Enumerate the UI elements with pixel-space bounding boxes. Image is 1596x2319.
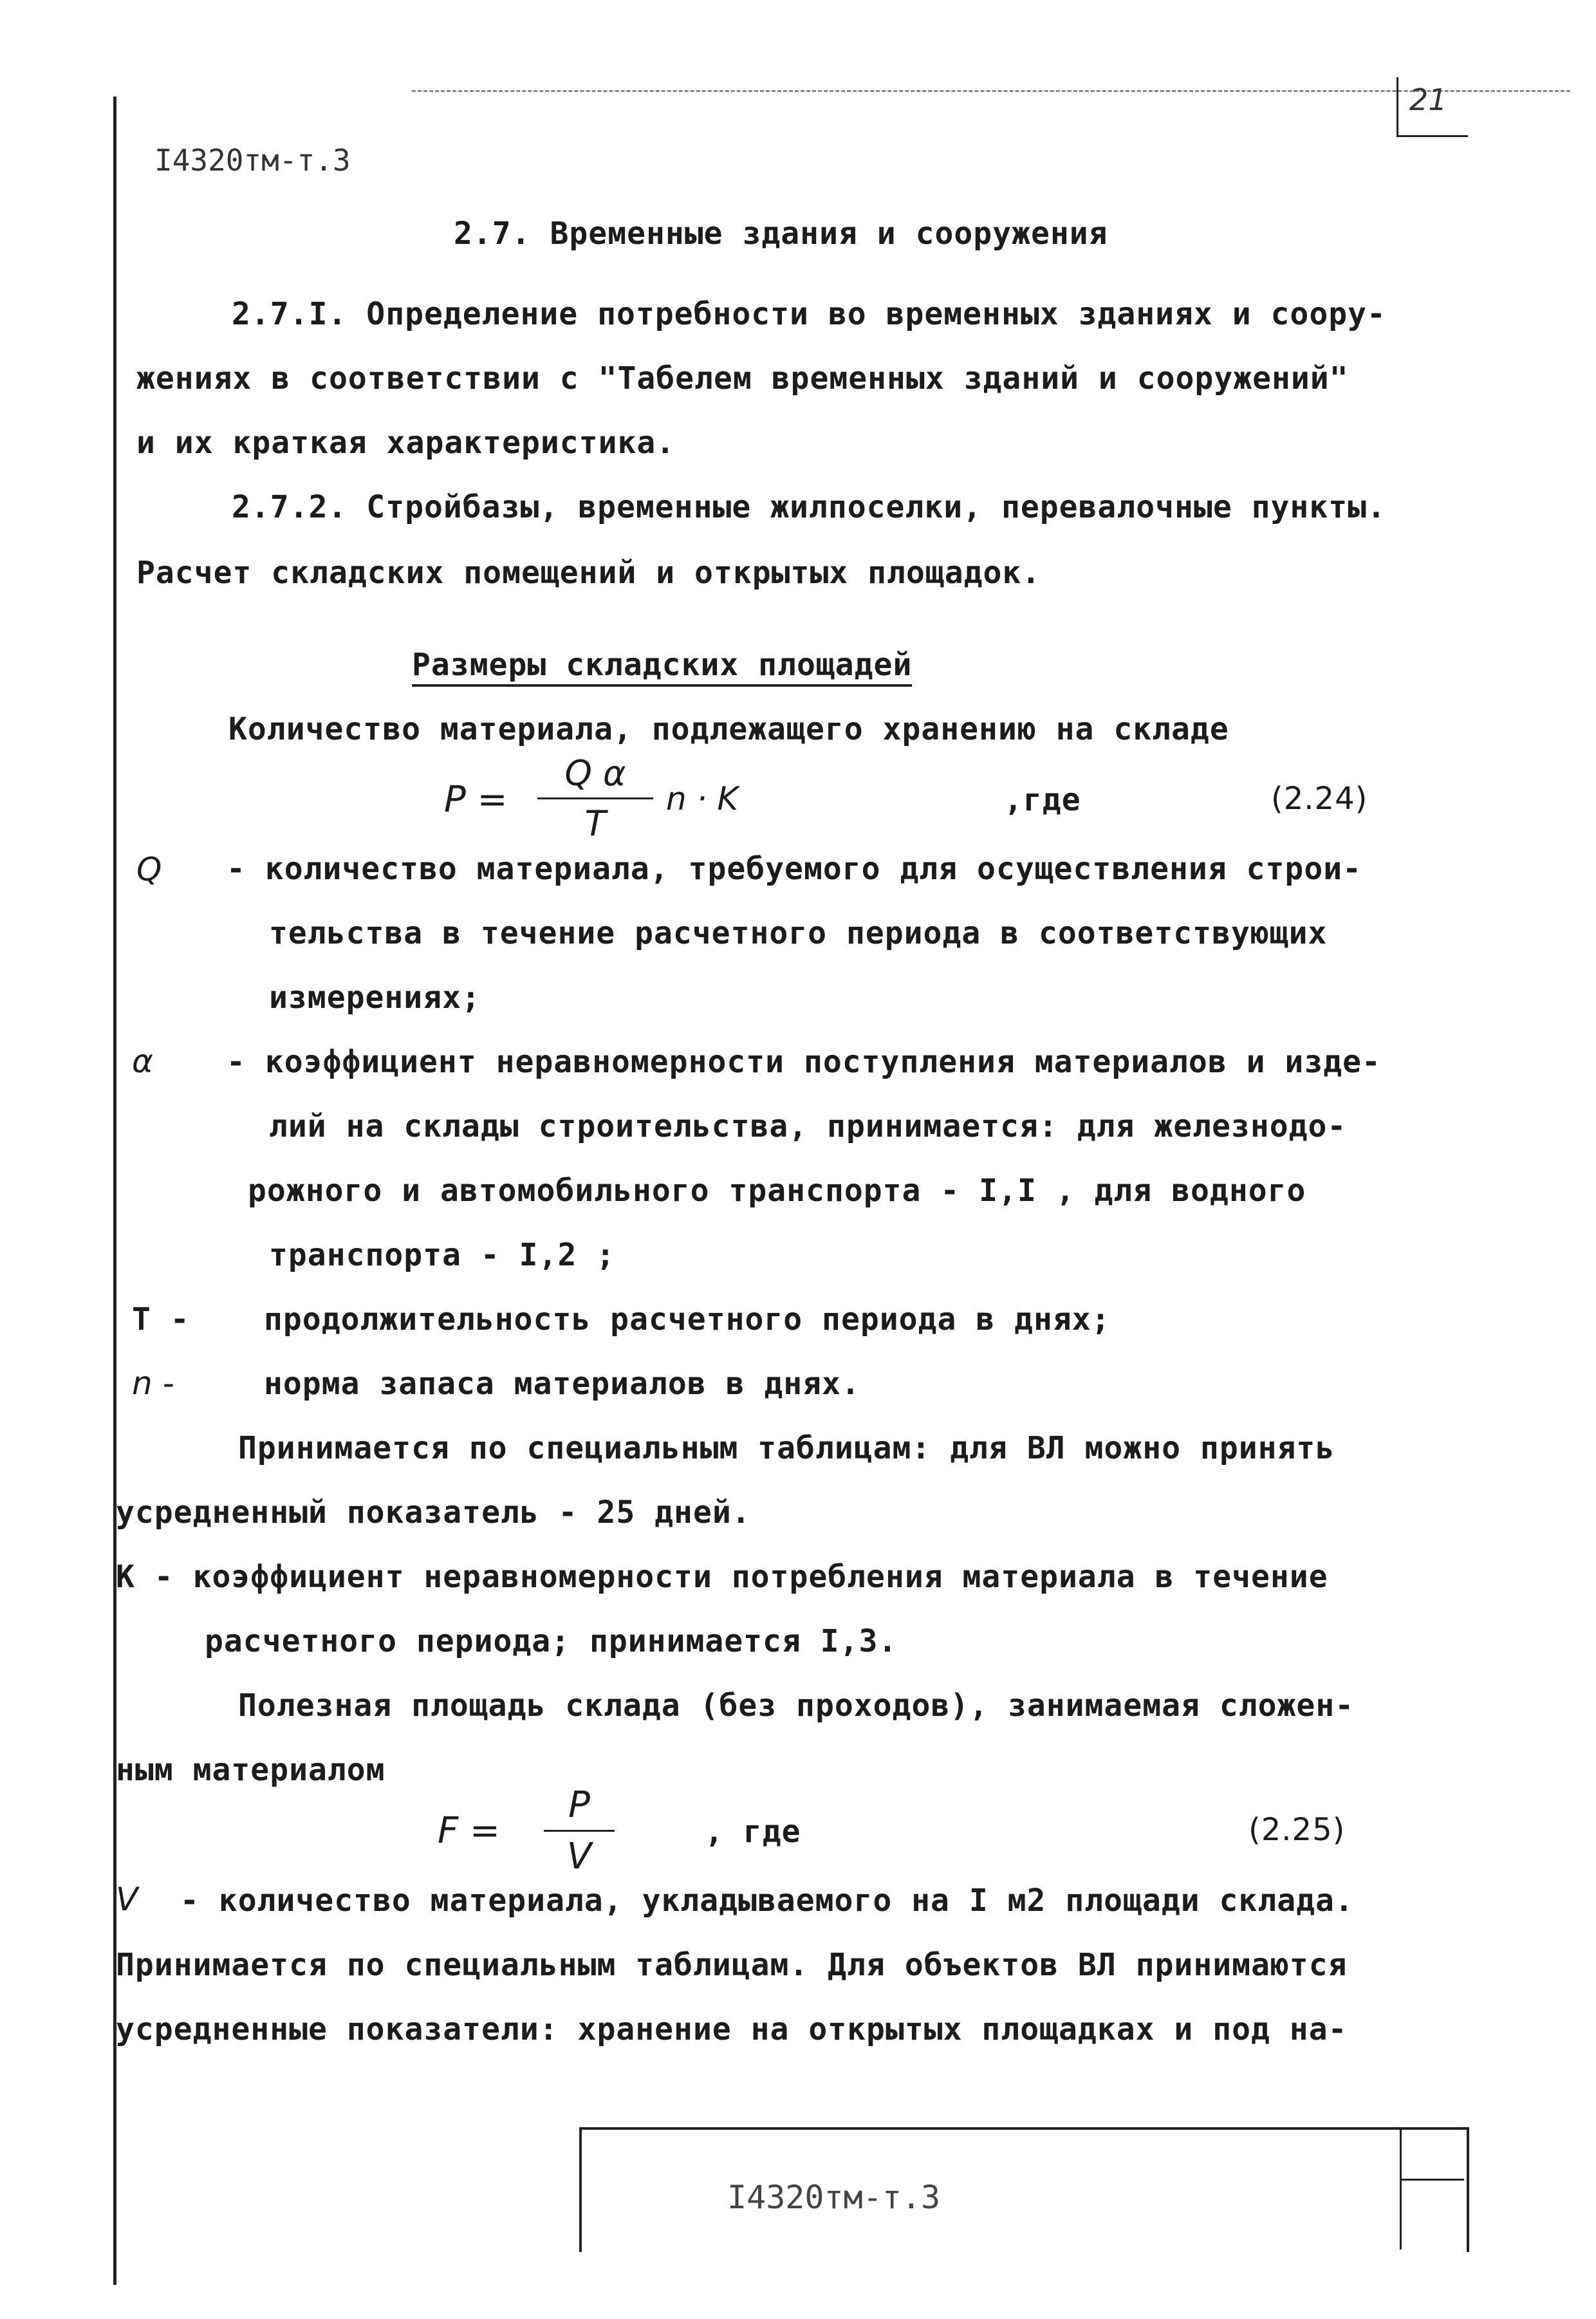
accept-line2: усредненный показатель - 25 дней. (116, 1495, 751, 1531)
doc-code-top: I4320тм-т.3 (154, 143, 351, 178)
useful-area-line1: Полезная площадь склада (без проходов), занимаемая сложен- (238, 1688, 1355, 1724)
formula1-where: ,где (1004, 782, 1081, 818)
bottom-stamp-hline (1400, 2179, 1464, 2181)
def-v-line1: - количество материала, укладываемого на I м2 площади склада. (180, 1883, 1354, 1919)
p271-line2: жениях в соответствии с "Табелем временных зданий и сооружений" (136, 360, 1349, 396)
formula1-denominator: T (584, 803, 606, 844)
bottom-stamp-frame (579, 2127, 1469, 2252)
def-k-line1: К - коэффициент неравномерности потребления материала в течение (116, 1559, 1328, 1595)
def-q-symbol: Q (136, 851, 162, 888)
formula2-bar (544, 1830, 615, 1832)
formula2-eq-number: (2.25) (1248, 1812, 1346, 1848)
def-t-symbol: T - (132, 1301, 190, 1337)
def-q-line1: - количество материала, требуемого для осуществления строи- (227, 851, 1362, 887)
formula1-numerator: Q α (564, 753, 626, 794)
def-alpha-line1: - коэффициент неравномерности поступления материалов и изде- (227, 1044, 1381, 1080)
intro-text: Количество материала, подлежащего хранению на складе (228, 711, 1229, 747)
def-alpha-line2: лий на склады строительства, принимается: для железнодо- (269, 1108, 1347, 1144)
bottom-stamp-divider (1400, 2127, 1402, 2249)
def-alpha-symbol: α (132, 1043, 153, 1080)
formula2-numerator: P (568, 1784, 590, 1826)
p272-line1: 2.7.2. Стройбазы, временные жилпоселки, перевалочные пункты. (232, 489, 1386, 525)
formula1-bar (537, 797, 653, 799)
section-title: 2.7. Временные здания и сооружения (454, 216, 1108, 252)
def-alpha-line4: транспорта - I,2 ; (269, 1237, 616, 1273)
formula2-denominator: V (566, 1836, 592, 1877)
formula1-fraction (537, 753, 653, 844)
subheading: Размеры складских площадей (412, 647, 912, 687)
accept-line1: Принимается по специальным таблицам: для ВЛ можно принять (238, 1430, 1335, 1466)
def-q-line3: измерениях; (269, 980, 481, 1016)
p271-line1: 2.7.I. Определение потребности во временных зданиях и соору- (232, 296, 1386, 332)
formula1-rest: n · K (666, 780, 739, 817)
page-number: 21 (1409, 82, 1447, 117)
def-t-text: продолжительность расчетного периода в днях; (264, 1301, 1111, 1337)
p272-line2: Расчет складских помещений и открытых площадок. (136, 555, 1041, 591)
def-n-text: норма запаса материалов в днях. (264, 1366, 860, 1402)
def-q-line2: тельства в течение расчетного периода в соответствующих (269, 915, 1328, 951)
formula2-fraction (544, 1784, 615, 1877)
formula2-lhs: F = (438, 1810, 500, 1852)
formula1-lhs: P = (444, 779, 508, 821)
useful-area-line2: ным материалом (116, 1752, 385, 1788)
def-v-line2: Принимается по специальным таблицам. Для объектов ВЛ принимаются (116, 1947, 1348, 1983)
def-k-line2: расчетного периода; принимается I,3. (205, 1623, 898, 1659)
formula2-where: , где (705, 1814, 801, 1850)
def-n-symbol: n - (132, 1364, 174, 1402)
def-alpha-line3: рожного и автомобильного транспорта - I,I , для водного (248, 1173, 1306, 1209)
def-v-line3: усредненные показатели: хранение на открытых площадках и под на- (116, 2011, 1348, 2047)
doc-code-bottom: I4320тм-т.3 (727, 2179, 941, 2216)
p271-line3: и их краткая характеристика. (136, 425, 676, 461)
formula1-eq-number: (2.24) (1271, 781, 1368, 817)
def-v-symbol: V (116, 1881, 138, 1918)
